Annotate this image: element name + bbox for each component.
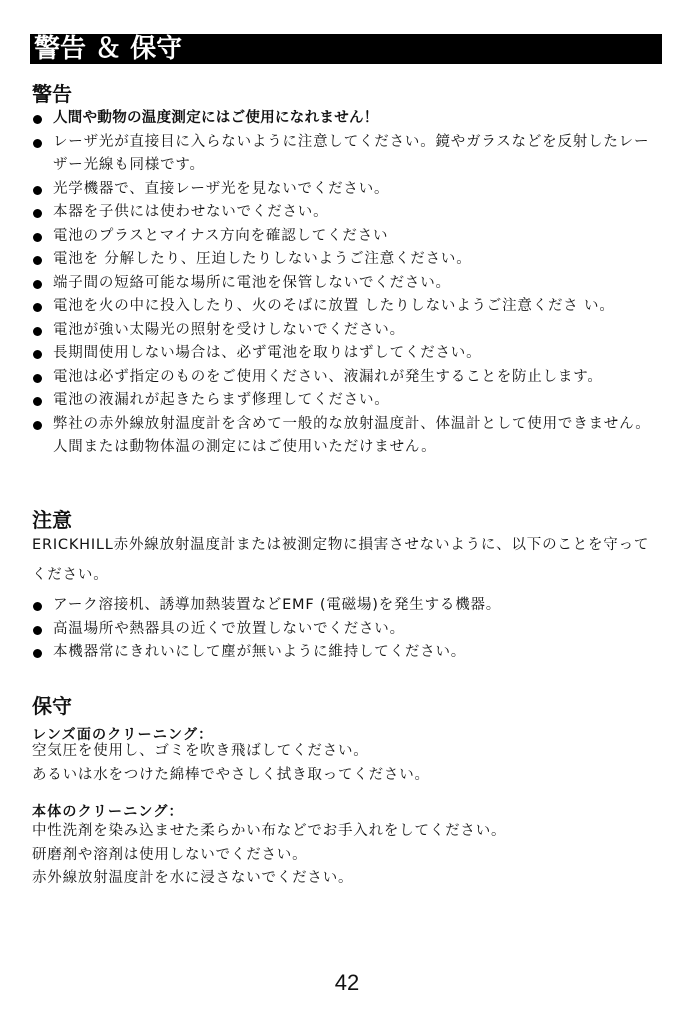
- warning-item: 電池を火の中に投入したり、火のそばに放置 したりしないようご注意くださ い。: [32, 295, 662, 319]
- warning-item: 電池のプラスとマイナス方向を確認してください: [32, 225, 662, 249]
- bullet-icon: [33, 626, 42, 635]
- text-line: あるいは水をつけた綿棒でやさしく拭き取ってください。: [32, 766, 430, 783]
- bullet-icon: [33, 397, 42, 406]
- warning-item: 電池の液漏れが起きたらまず修理してください。: [32, 389, 662, 413]
- warning-list: [32, 107, 662, 460]
- warning-heading: 警告: [32, 82, 72, 106]
- bullet-icon: [33, 139, 42, 148]
- warning-item: 電池を 分解したり、圧迫したりしないようご注意ください。: [32, 248, 662, 272]
- bullet-icon: [33, 233, 42, 242]
- text-line: 空気圧を使用し、ゴミを吹き飛ばしてください。: [32, 743, 369, 759]
- bullet-icon: [33, 421, 42, 430]
- text-line: 赤外線放射温度計を水に浸さないでください。: [32, 870, 354, 886]
- bullet-icon: [33, 649, 42, 658]
- bullet-icon: [33, 374, 42, 383]
- bullet-icon: [33, 209, 42, 218]
- warning-item: 電池は必ず指定のものをご使用ください、液漏れが発生することを防止します。: [32, 366, 662, 390]
- caution-list: [32, 594, 662, 665]
- text-line: 中性洗剤を染み込ませた柔らかい布などでお手入れをしてください。: [32, 823, 507, 839]
- warning-item: 端子間の短絡可能な場所に電池を保管しないでください。: [32, 272, 662, 296]
- bullet-icon: [33, 350, 42, 359]
- warning-item: 長期間使用しない場合は、必ず電池を取りはずしてください。: [32, 342, 662, 366]
- bullet-icon: [33, 602, 42, 611]
- bullet-icon: [33, 256, 42, 265]
- maintenance-heading: 保守: [32, 694, 72, 718]
- warning-item: 弊社の赤外線放射温度計を含めて一般的な放射温度計、体温計として使用できません。人間または動物体温の測定にはご使用いただけません。: [32, 413, 662, 460]
- warning-item: レーザ光が直接目に入らないように注意してください。鏡やガラスなどを反射したレーザー光線も同様です。: [32, 131, 662, 178]
- caution-item: 高温場所や熱器具の近くで放置しないでください。: [32, 618, 662, 642]
- body-cleaning-title: 本体のクリーニング：: [32, 804, 184, 820]
- lens-cleaning-text: [32, 740, 662, 787]
- lens-cleaning-title: レンズ面のクリーニング：: [32, 727, 214, 743]
- warning-item: 本器を子供には使わせないでください。: [32, 201, 662, 225]
- bullet-icon: [33, 186, 42, 195]
- bullet-icon: [33, 303, 42, 312]
- page-number: 42: [334, 970, 360, 995]
- text-line: 研磨剤や溶剤は使用しないでください。: [32, 846, 308, 863]
- caution-item: 本機器常にきれいにして塵が無いように維持してください。: [32, 641, 662, 665]
- body-cleaning-text: [32, 820, 662, 891]
- caution-item: アーク溶接机、誘導加熱装置などEMF (電磁場)を発生する機器。: [32, 594, 662, 618]
- bullet-icon: [33, 327, 42, 336]
- bullet-icon: [33, 115, 42, 124]
- caution-heading: 注意: [32, 508, 72, 532]
- warning-item: 人間や動物の温度測定にはご使用になれません！: [32, 107, 662, 131]
- warning-item: 電池が強い太陽光の照射を受けしないでください。: [32, 319, 662, 343]
- warning-item: 光学機器で、直接レーザ光を見ないでください。: [32, 178, 662, 202]
- page-title: 警告 ＆ 保守: [30, 34, 662, 64]
- caution-intro: ERICKHILL赤外線放射温度計または被測定物に損害させないように、以下のことを守ってください。: [32, 537, 650, 583]
- bullet-icon: [33, 280, 42, 289]
